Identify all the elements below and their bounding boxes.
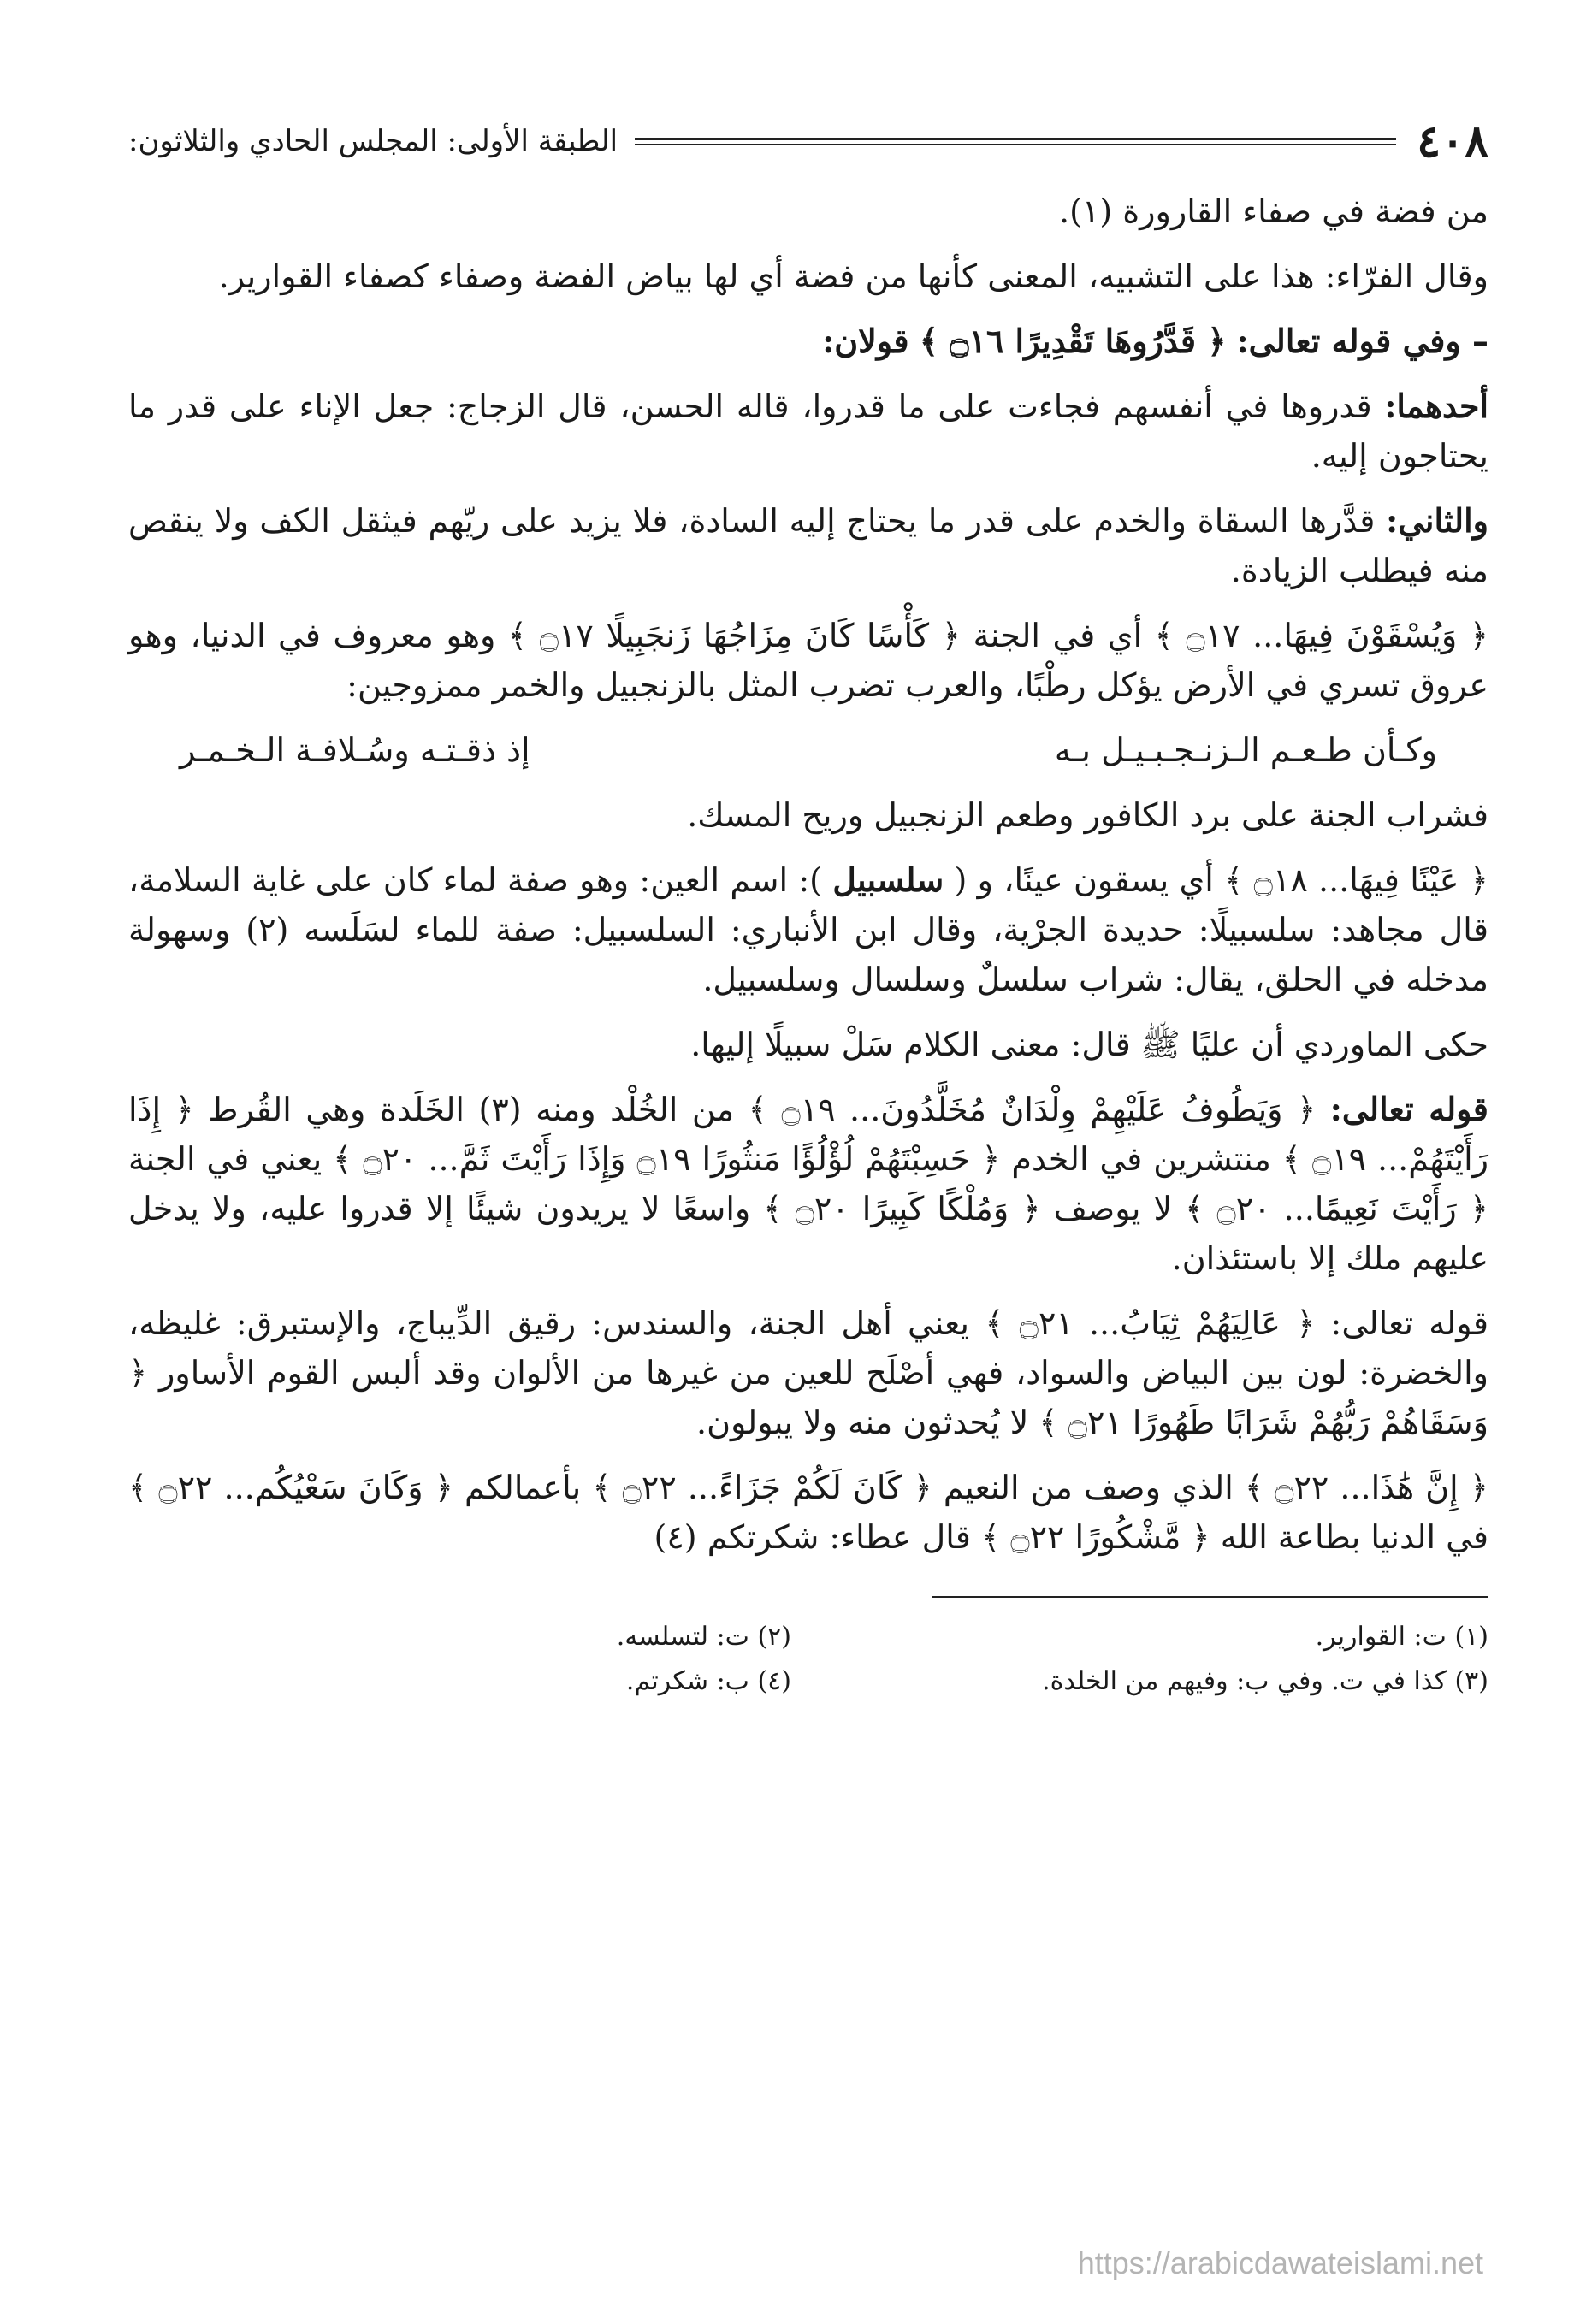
paragraph: من فضة في صفاء القارورة (١). <box>1059 192 1488 230</box>
paragraph: فشراب الجنة على برد الكافور وطعم الزنجبيل وريح المسك. <box>687 796 1488 834</box>
paragraph <box>128 1085 1488 1283</box>
paragraph-text: قدَّرها السقاة والخدم على قدر ما يحتاج إليه السادة، فلا يزيد على ريّهم فيثقل الكف ولا ينقص منه فيطلب الزيادة. <box>128 502 1488 589</box>
paragraph <box>128 496 1488 595</box>
running-title: الطبقة الأولى: المجلس الحادي والثلاثون: <box>128 124 618 158</box>
footnote: (١) ت: القوارير. <box>1315 1622 1488 1652</box>
verse-second-hemistich: إذ ذقـتـه وسُـلافـة الـخـمـر <box>180 731 530 769</box>
paragraph <box>128 381 1488 481</box>
paragraph: ﴿ وَيُسْقَوْنَ فِيهَا... ۝١٧ ﴾ أي في الجنة ﴿ كَأْسًا كَانَ مِزَاجُهَا زَنجَبِيلًا ۝١٧ ﴾ وهو معروف في الدنيا، وهو عروق تسري في الأرض يؤكل رطْبًا، والعرب تضرب المثل بالزنجبيل والخمر ممزوجين: <box>128 617 1488 704</box>
paragraph-text: ﴿ وَيَطُوفُ عَلَيْهِمْ وِلْدَانٌ مُخَلَّدُونَ... ۝١٩ ﴾ من الخُلْد ومنه (٣) الخَلَدة وهي القُرط ﴿ إِذَا رَأَيْتَهُمْ... ۝١٩ ﴾ منتشرين في الخدم ﴿ حَسِبْتَهُمْ لُؤْلُؤًا مَنثُورًا ۝١٩ وَإِذَا رَأَيْتَ ثَمَّ... ۝٢٠ ﴾ يعني في الجنة ﴿ رَأَيْتَ نَعِيمًا... ۝٢٠ ﴾ لا يوصف ﴿ وَمُلْكًا كَبِيرًا ۝٢٠ ﴾ واسعًا لا يريدون شيئًا إلا قدروا عليه، ولا يدخل عليهم ملك إلا باستئذان. <box>128 1091 1488 1277</box>
poetry-verse <box>128 725 1488 775</box>
page-number: ٤٠٨ <box>1417 115 1488 168</box>
main-text <box>128 186 1488 1562</box>
quran-verse: ﴿ قَدَّرُوهَا تَقْدِيرًا ۝١٦ ﴾ <box>919 322 1227 360</box>
paragraph-lead: – وفي قوله تعالى: <box>1236 322 1488 360</box>
paragraph-lead: والثاني: <box>1386 501 1488 540</box>
header-rule <box>635 138 1396 145</box>
footnote: (٣) كذا في ت. وفي ب: وفيهم من الخلدة. <box>1042 1666 1488 1696</box>
footnote: (٤) ب: شكرتم. <box>625 1666 791 1696</box>
paragraph-tail: قولان: <box>822 322 909 360</box>
paragraph <box>128 855 1488 1004</box>
page-header <box>128 103 1488 180</box>
verse-first-hemistich: وكـأن طـعـم الـزنـجـبـيـل بـه <box>1054 731 1437 769</box>
paragraph <box>128 316 1488 366</box>
paragraph-text: ﴿ عَيْنًا فِيهَا... ۝١٨ ﴾ أي يسقون عينًا، و ( <box>954 861 1488 899</box>
paragraph-text: ): اسم العين: وهو صفة لماء كان على غاية السلامة، قال مجاهد: سلسبيلًا: حديدة الجرْية، وقال ابن الأنباري: السلسبيل: صفة للماء لسَلَسه (٢) وسهولة مدخله في الحلق، يقال: شراب سلسلٌ وسلسال وسلسبيل. <box>128 861 1488 998</box>
paragraph-lead: قوله تعالى: <box>1329 1090 1488 1128</box>
paragraph: حكى الماوردي أن عليًا ﷺ قال: معنى الكلام سَلْ سبيلًا إليها. <box>690 1026 1488 1063</box>
paragraph: ﴿ إِنَّ هَٰذَا... ۝٢٢ ﴾ الذي وصف من النعيم ﴿ كَانَ لَكُمْ جَزَاءً... ۝٢٢ ﴾ بأعمالكم ﴿ وَكَانَ سَعْيُكُم... ۝٢٢ ﴾ في الدنيا بطاعة الله ﴿ مَّشْكُورًا ۝٢٢ ﴾ قال عطاء: شكرتكم (٤) <box>128 1469 1489 1556</box>
footnotes <box>128 1615 1488 1704</box>
footnote: (٢) ت: لتسلسه. <box>616 1622 791 1652</box>
paragraph-text: قدروها في أنفسهم فجاءت على ما قدروا، قاله الحسن، قال الزجاج: جعل الإناء على قدر ما يحتاجون إليه. <box>128 387 1488 475</box>
paragraph: قوله تعالى: ﴿ عَالِيَهُمْ ثِيَابُ... ۝٢١ ﴾ يعني أهل الجنة، والسندس: رقيق الدِّيباج، والإستبرق: غليظه، والخضرة: لون بين البياض والسواد، فهي أصْلَح للعين من غيرها من الألوان وقد ألبس القوم الأساور ﴿ وَسَقَاهُمْ رَبُّهُمْ شَرَابًا طَهُورًا ۝٢١ ﴾ لا يُحدثون منه ولا يبولون. <box>128 1304 1489 1441</box>
paragraph: وقال الفرّاء: هذا على التشبيه، المعنى كأنها من فضة أي لها بياض الفضة وصفاء كصفاء القوارير. <box>218 257 1488 295</box>
paragraph-lead: أحدهما: <box>1384 387 1488 425</box>
bold-term: سلسبيل <box>832 860 944 899</box>
page <box>128 103 1488 2292</box>
footnote-separator <box>932 1596 1488 1598</box>
watermark-url: https://arabicdawateislami.net <box>1077 2245 1483 2280</box>
